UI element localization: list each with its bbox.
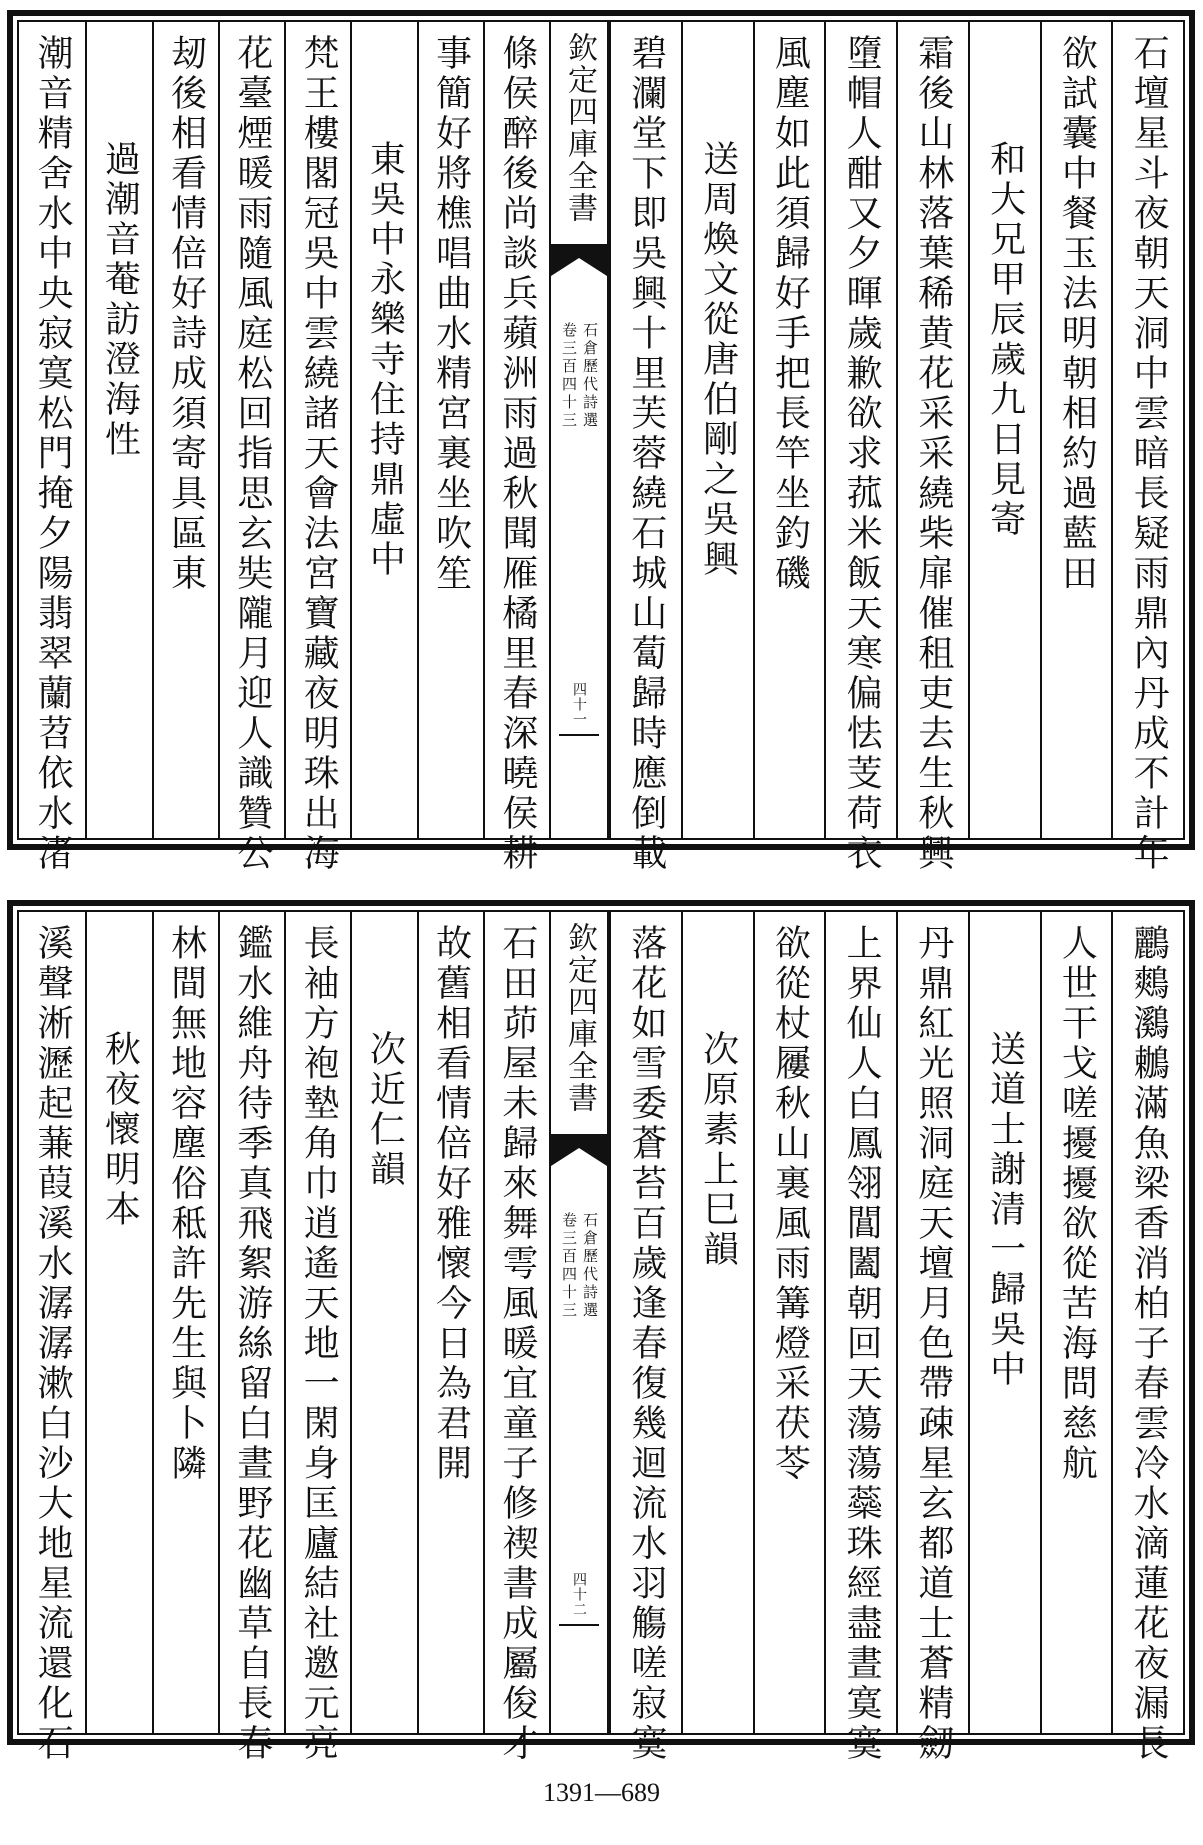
poem-line: 上界仙人白鳳翎閶闔朝回天蕩蕩蘂珠經盡晝寞寞 [841,924,883,1764]
text-column [85,912,151,1733]
poem-line: 花臺煙暖雨隨風庭松回指思玄奘隴月迎人識贊公 [231,34,273,874]
fold-book-name: 石倉歷代詩選 [581,322,599,430]
fold-divider-line [559,1624,599,1626]
fold-page-number-text: 四十一 [571,682,587,727]
poem-line: 鑑水維舟待季真飛絮游絲留白晝野花幽草自長春 [231,924,273,1764]
text-column [1040,22,1112,838]
poem-line: 故舊相看情倍好雅懷今日為君開 [430,924,472,1484]
poem-line: 風塵如此須歸好手把長竿坐釣磯 [769,34,811,594]
text-column [824,22,896,874]
center-fold-column [549,912,609,1733]
fold-page-number [551,682,607,727]
text-column [417,912,483,1733]
fishtail-ornament-icon [551,1134,607,1166]
text-column [753,912,825,1733]
poem-line: 潮音精舍水中央寂寞松門掩夕陽翡翠蘭苕依水渚 [32,34,74,874]
text-column [350,22,416,838]
text-column [218,22,284,874]
poem-line: 事簡好將樵唱曲水精宮裏坐吹笙 [430,34,472,594]
text-column [609,22,681,874]
poem-title: 次近仁韻 [364,1030,406,1190]
fold-juan-number: 卷三百四十三 [560,322,578,430]
text-column [1111,22,1183,874]
fold-book-info [561,322,597,430]
page-41 [7,10,1195,874]
poem-title: 和大兄甲辰歲九日見寄 [984,140,1026,540]
fold-book-name: 石倉歷代詩選 [581,1212,599,1320]
text-column [284,22,350,874]
poem-title: 東吳中永樂寺住持鼎虛中 [364,140,406,580]
poem-line: 丹鼎紅光照洞庭天壇月色帶疎星玄都道士蒼精劒 [912,924,954,1764]
text-column [417,22,483,838]
poem-line: 林間無地容塵俗秪許先生與卜隣 [165,924,207,1484]
fold-page-number [551,1572,607,1617]
poem-line: 碧瀾堂下即吳興十里芙蓉繞石城山蔔歸時應倒載 [625,34,667,874]
text-column [152,912,218,1733]
poem-line: 欲從杖屨秋山裏風雨篝燈采茯苓 [769,924,811,1484]
poem-line: 欲試囊中餐玉法明朝相約過藍田 [1056,34,1098,594]
poem-line: 墮帽人酣又夕暉歲歉欲求菰米飯天寒偏怯芰荷衣 [841,34,883,874]
poem-line: 人世干戈嗟擾擾欲從苦海問慈航 [1056,924,1098,1484]
page-42 [7,900,1195,1764]
text-column [609,912,681,1764]
poem-line: 鸝鷞鸂鶒滿魚梁香消柏子春雲冷水滴蓮花夜漏長 [1128,924,1170,1764]
fold-title-text: 欽定四庫全書 [562,32,597,224]
page-footer-number: 1391—689 [543,1778,660,1807]
center-fold-column [549,22,609,838]
poem-line: 梵王樓閣冠吳中雲繞諸天會法宮寶藏夜明珠出海 [298,34,340,874]
poem-line: 落花如雪委蒼苔百歲逢春復幾迴流水羽觴嗟寂寞 [625,924,667,1764]
poem-line: 石田茆屋未歸來舞雩風暖宜童子修禊書成屬俊才 [496,924,538,1764]
fold-juan-number: 卷三百四十三 [560,1212,578,1320]
poem-line: 刼後相看情倍好詩成須寄具區東 [165,34,207,594]
poem-line: 條侯醉後尚談兵蘋洲雨過秋聞雁橘里春深曉侯耕 [496,34,538,874]
text-column [1111,912,1183,1764]
page-41-frame [17,20,1185,874]
poem-line: 溪聲淅瀝起蒹葭溪水潺潺漱白沙大地星流還化石 [32,924,74,1764]
poem-line: 長袖方袍墊角巾逍遙天地一閑身匡廬結社邀元亮 [298,924,340,1764]
text-column [824,912,896,1764]
fold-page-number-text: 四十二 [571,1572,587,1617]
text-column [19,912,85,1764]
text-column [483,22,549,874]
fold-title-text: 欽定四庫全書 [562,922,597,1114]
text-column [896,22,968,874]
text-column [284,912,350,1764]
fold-book-info [561,1212,597,1320]
poem-title: 秋夜懷明本 [99,1030,141,1230]
text-column [350,912,416,1733]
text-column [483,912,549,1764]
text-column [968,22,1040,838]
text-column [681,22,753,838]
fold-title [551,922,607,1114]
text-column [152,22,218,838]
text-column [968,912,1040,1733]
page-42-frame [17,910,1185,1764]
poem-title: 過潮音菴訪澄海性 [99,140,141,460]
fold-title [551,32,607,224]
text-column [1040,912,1112,1733]
poem-title: 次原素上巳韻 [697,1030,739,1270]
text-column [753,22,825,838]
text-column [896,912,968,1764]
fold-divider-line [559,734,599,736]
text-column [681,912,753,1733]
poem-title: 送周煥文從唐伯剛之吳興 [697,140,739,580]
poem-line: 石壇星斗夜朝天洞中雲暗長疑雨鼎內丹成不計年 [1128,34,1170,874]
poem-title: 送道士謝清一歸吳中 [984,1030,1026,1390]
text-column [19,22,85,874]
fishtail-ornament-icon [551,244,607,276]
text-column [85,22,151,838]
text-column [218,912,284,1764]
poem-line: 霜後山林落葉稀黄花采采繞柴扉催租吏去生秋興 [912,34,954,874]
